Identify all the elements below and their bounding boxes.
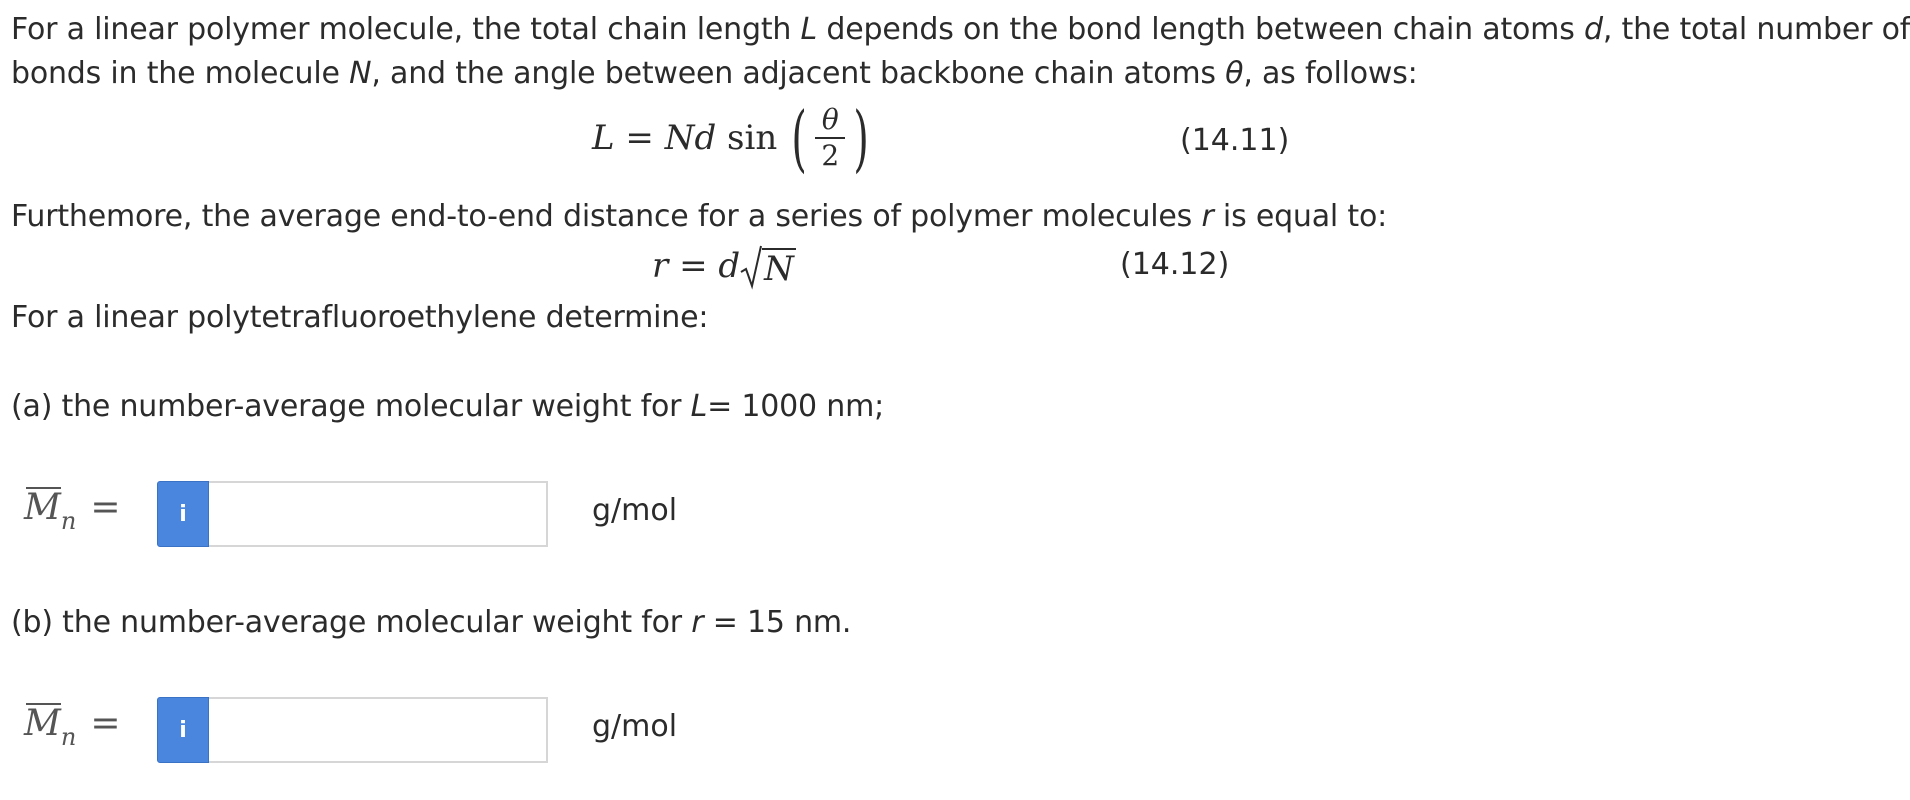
eq1-sin: sin [716,118,778,158]
eq1-lhs: L [592,118,615,158]
intro-text: For a linear polymer molecule, the total chain length [11,12,801,47]
eq1-left-paren: ( [791,96,808,180]
part-b-answer-row [0,697,800,763]
task-intro: For a linear polytetrafluoroethylene determine: [11,300,709,335]
part-b-answer-input[interactable] [209,697,548,763]
mn-equals: = [90,487,121,528]
end-to-end-paragraph [11,195,1387,239]
intro-text: depends on the bond length between chain atoms [817,12,1584,47]
var-theta: θ [1225,56,1244,91]
intro-text: , and the angle between adjacent backbone chain atoms [371,56,1226,91]
equation-number-14-12: (14.12) [1120,247,1230,282]
part-a-answer-row [0,481,800,547]
part-a-unit: g/mol [592,493,678,528]
part-b-text: = 15 nm. [703,605,852,640]
var-L: L [690,389,708,424]
mn-subscript: n [60,507,77,535]
intro-paragraph [11,8,1910,96]
mn-subscript: n [60,723,77,751]
mn-symbol: M [24,703,61,744]
intro-text: bonds in the molecule [11,56,350,91]
intro-text: , the total number of [1602,12,1910,47]
eq1-fraction [815,105,845,171]
part-b-unit: g/mol [592,709,678,744]
part-a-text: (a) the number-average molecular weight for [11,389,691,424]
para2-text: Furthemore, the average end-to-end distance for a series of polymer molecules [11,199,1202,234]
eq1-right-paren: ) [853,96,870,180]
radical-sign-icon [740,244,762,288]
eq1-numerator: θ [821,103,839,136]
square-root [740,244,796,288]
info-button[interactable] [157,697,209,763]
var-r: r [1201,199,1214,234]
eq2-d: d [718,246,741,286]
info-icon: i [179,501,187,527]
equation-14-11 [592,92,875,184]
var-L: L [800,12,818,47]
equation-number-14-11: (14.11) [1180,123,1290,158]
mn-label [24,703,121,751]
var-r: r [691,605,704,640]
eq2-radicand: N [764,249,794,289]
eq1-denominator: 2 [821,139,840,172]
eq1-Nd: Nd [664,118,717,158]
mn-label [24,487,121,535]
info-icon: i [179,717,187,743]
part-b-text: (b) the number-average molecular weight for [11,605,692,640]
para2-text: is equal to: [1213,199,1388,234]
info-button[interactable] [157,481,209,547]
var-N: N [349,56,372,91]
part-a-answer-input[interactable] [209,481,548,547]
equation-14-12 [652,244,796,288]
intro-text: , as follows: [1243,56,1418,91]
part-b-question [11,601,851,645]
eq2-lhs: r [652,246,669,286]
part-a-question [11,385,884,429]
mn-equals: = [90,703,121,744]
eq1-equals: = [614,118,665,158]
eq2-equals: = [668,246,719,286]
part-a-text: = 1000 nm; [707,389,884,424]
mn-symbol: M [24,487,61,528]
var-d: d [1583,12,1603,47]
